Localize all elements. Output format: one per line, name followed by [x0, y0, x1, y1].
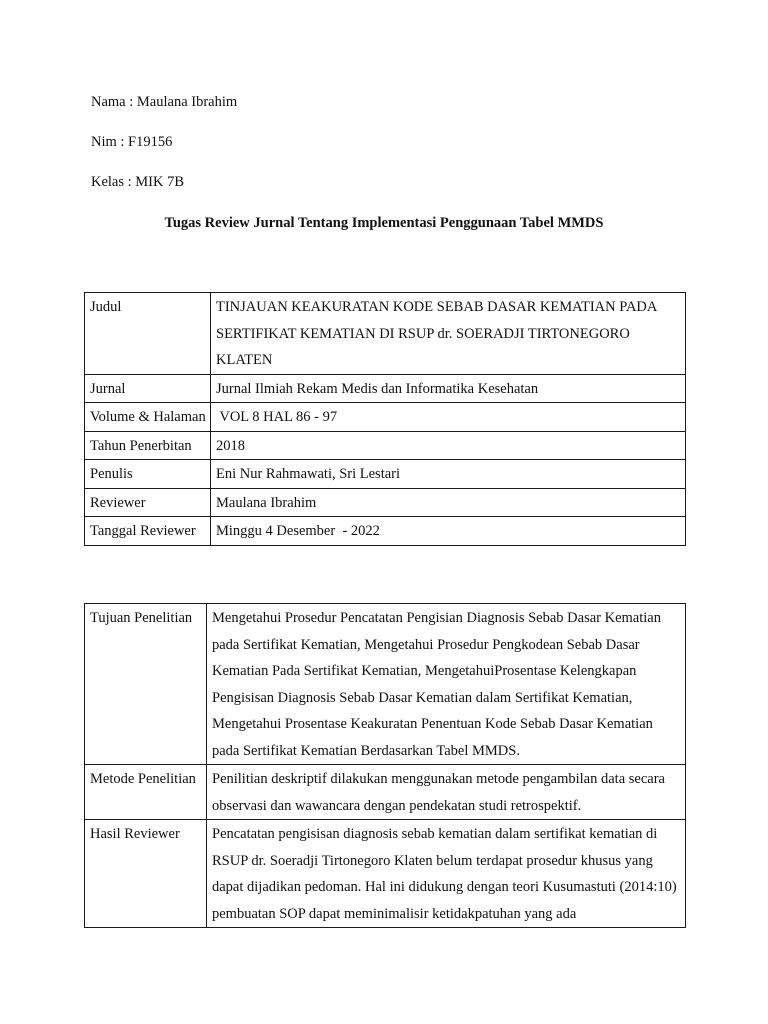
table-row [85, 431, 686, 460]
row-label-reviewer: Reviewer [85, 488, 211, 517]
row-label-volume: Volume & Halaman [85, 403, 211, 432]
row-label-jurnal: Jurnal [85, 374, 211, 403]
nim-line: Nim : F19156 [91, 134, 173, 150]
row-label-tanggal: Tanggal Reviewer [85, 517, 211, 546]
row-label-penulis: Penulis [85, 460, 211, 489]
row-value-volume: VOL 8 HAL 86 - 97 [211, 403, 686, 432]
document-title: Tugas Review Jurnal Tentang Implementasi Penggunaan Tabel MMDS [164, 215, 604, 231]
row-value-tujuan: Mengetahui Prosedur Pencatatan Pengisian Diagnosis Sebab Dasar Kematian pada Sertifikat Kematian, Mengetahui Prosedur Pengkodean Sebab Dasar Kematian Pada Sertifikat Kematian, MengetahuiProsentase Kelengkapan Pengisisan Diagnosis Sebab Dasar Kematian dalam Sertifikat Kematian, Mengetahui Prosentase Keakuratan Penentuan Kode Sebab Dasar Kematian pada Sertifikat Kematian Berdasarkan Tabel MMDS. [207, 604, 686, 765]
row-label-judul: Judul [85, 293, 211, 375]
table-row [85, 765, 686, 820]
review-content-table [84, 603, 686, 928]
row-value-judul: TINJAUAN KEAKURATAN KODE SEBAB DASAR KEMATIAN PADA SERTIFIKAT KEMATIAN DI RSUP dr. SOERADJI TIRTONEGORO KLATEN [211, 293, 686, 375]
table-row [85, 604, 686, 765]
row-label-metode: Metode Penelitian [85, 765, 207, 820]
table-row [85, 460, 686, 489]
table-row [85, 820, 686, 928]
row-value-metode: Penilitian deskriptif dilakukan menggunakan metode pengambilan data secara observasi dan wawancara dengan pendekatan studi retrospektif. [207, 765, 686, 820]
row-value-hasil: Pencatatan pengisisan diagnosis sebab kematian dalam sertifikat kematian di RSUP dr. Soeradji Tirtonegoro Klaten belum terdapat prosedur khusus yang dapat dijadikan pedoman. Hal ini didukung dengan teori Kusumastuti (2014:10) pembuatan SOP dapat meminimalisir ketidakpatuhan yang ada [207, 820, 686, 928]
table-row [85, 293, 686, 375]
row-value-jurnal: Jurnal Ilmiah Rekam Medis dan Informatika Kesehatan [211, 374, 686, 403]
row-value-tanggal: Minggu 4 Desember - 2022 [211, 517, 686, 546]
table-row [85, 488, 686, 517]
table-row [85, 403, 686, 432]
table-row [85, 517, 686, 546]
table-row [85, 374, 686, 403]
row-value-tahun: 2018 [211, 431, 686, 460]
row-label-tahun: Tahun Penerbitan [85, 431, 211, 460]
kelas-line: Kelas : MIK 7B [91, 174, 185, 190]
journal-info-table [84, 292, 686, 546]
row-label-hasil: Hasil Reviewer [85, 820, 207, 928]
row-value-reviewer: Maulana Ibrahim [211, 488, 686, 517]
nama-line: Nama : Maulana Ibrahim [91, 94, 238, 110]
row-label-tujuan: Tujuan Penelitian [85, 604, 207, 765]
row-value-penulis: Eni Nur Rahmawati, Sri Lestari [211, 460, 686, 489]
